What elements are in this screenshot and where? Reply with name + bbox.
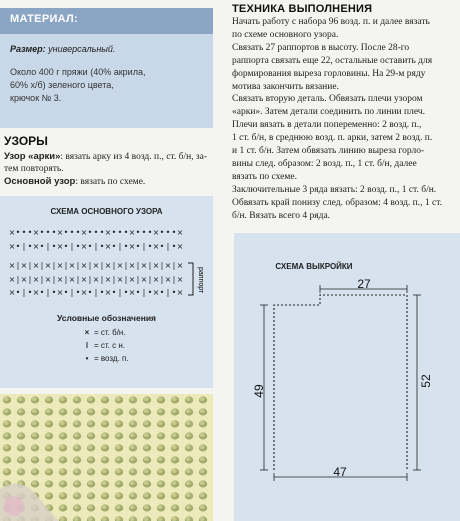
stitch-mark: • <box>15 228 21 237</box>
stitch-mark: | <box>160 275 164 284</box>
stitch-mark: × <box>104 261 112 270</box>
stitch-mark: × <box>56 261 64 270</box>
stitch-mark: • <box>165 228 171 237</box>
stitch-mark: | <box>16 275 20 284</box>
stitch-mark: × <box>128 242 136 251</box>
stitch-mark: | <box>118 288 122 297</box>
stitch-mark: × <box>128 261 136 270</box>
stitch-mark: × <box>92 275 100 284</box>
stitch-mark: | <box>28 261 32 270</box>
stitch-mark: | <box>148 275 152 284</box>
stitch-mark: • <box>171 242 177 251</box>
stitch-mark: × <box>152 242 160 251</box>
material-line: крючок № 3. <box>10 93 62 103</box>
pattern-arch-label: Узор «арки» <box>4 151 61 162</box>
rapport-label: раппорт <box>197 267 204 294</box>
stitch-mark: × <box>116 261 124 270</box>
stitch-mark: | <box>118 242 122 251</box>
stitch-mark: • <box>27 228 33 237</box>
technique-line: Плечи вязать в детали попеременно: 2 возд. п., <box>232 120 422 131</box>
bar-symbol-icon: ǀ <box>85 341 89 350</box>
technique-line: «арки». Затем детали соединить по линии плеч. <box>232 107 425 118</box>
stitch-mark: × <box>32 242 40 251</box>
stitch-mark: | <box>172 275 176 284</box>
stitch-mark: • <box>99 288 105 297</box>
materials-title: МАТЕРИАЛ: <box>10 13 79 25</box>
stitch-mark: × <box>56 288 64 297</box>
technique-line: раппорта связать еще 22, остальные оставить для <box>232 55 433 66</box>
stitch-mark: | <box>46 288 50 297</box>
technique-line: 1 ст. б/н, в среднюю возд. п. арки, затем 2 возд. п. <box>232 133 433 144</box>
stitch-mark: × <box>8 261 16 270</box>
stitch-mark: × <box>56 242 64 251</box>
technique-line: и 1 ст. б/н. Затем обвязать линию выреза горло- <box>232 146 425 156</box>
stitch-mark: • <box>147 228 153 237</box>
stitch-mark: × <box>32 288 40 297</box>
stitch-mark: | <box>124 261 128 270</box>
stitch-mark: | <box>94 288 98 297</box>
stitch-mark: × <box>104 228 112 237</box>
size-line <box>10 44 115 54</box>
stitch-mark: × <box>32 275 40 284</box>
pattern-main-desc: : вязать по схеме. <box>75 177 146 187</box>
top-width-label: 27 <box>357 277 371 291</box>
stitch-mark: × <box>20 261 28 270</box>
stitch-mark: | <box>52 275 56 284</box>
stitch-mark: × <box>176 228 184 237</box>
stitch-mark: | <box>166 288 170 297</box>
stitch-mark: × <box>152 228 160 237</box>
stitch-mark: • <box>147 288 153 297</box>
stitch-mark: • <box>99 228 105 237</box>
stitch-mark: | <box>88 275 92 284</box>
stitch-mark: | <box>112 261 116 270</box>
stitch-mark: × <box>68 275 76 284</box>
technique-line: Заключительные 3 ряда вязать: 2 возд. п., 1 ст. б/н. <box>232 184 437 195</box>
stitch-mark: × <box>176 288 184 297</box>
stitch-mark: | <box>16 261 20 270</box>
technique-line: Обвязать край понизу след. образом: 4 возд. п., 1 ст. <box>232 197 443 208</box>
stitch-mark: × <box>8 242 16 251</box>
stitch-mark: | <box>172 261 176 270</box>
size-value: универсальный. <box>48 44 116 54</box>
stitch-mark: • <box>45 228 51 237</box>
chart-title: СХЕМА ОСНОВНОГО УЗОРА <box>50 207 163 216</box>
stitch-mark: • <box>159 228 165 237</box>
technique-line: Связать вторую деталь. Обвязать плечи узором <box>232 94 423 105</box>
stitch-mark: • <box>69 228 75 237</box>
stitch-mark: | <box>22 242 26 251</box>
pattern-main-text <box>4 176 218 187</box>
stitch-mark: × <box>20 275 28 284</box>
stitch-mark: • <box>111 242 117 251</box>
technique-line: формирования выреза горловины. На 29-м ряду <box>232 68 426 79</box>
stitch-mark: × <box>32 261 40 270</box>
stitch-mark: • <box>63 228 69 237</box>
stitch-mark: • <box>39 288 45 297</box>
stitch-mark: • <box>135 288 141 297</box>
stitch-mark: • <box>159 242 165 251</box>
stitch-mark: • <box>117 228 123 237</box>
stitch-mark: | <box>64 275 68 284</box>
technique-line: вязать по схеме. <box>232 171 297 182</box>
stitch-mark: × <box>128 275 136 284</box>
stitch-mark: × <box>176 242 184 251</box>
stitch-mark: × <box>116 275 124 284</box>
stitch-mark: × <box>8 275 16 284</box>
stitch-mark: | <box>46 242 50 251</box>
stitch-mark: | <box>124 275 128 284</box>
stitch-mark: • <box>27 288 33 297</box>
stitch-mark: × <box>104 242 112 251</box>
stitch-mark: • <box>99 242 105 251</box>
legend-item: ǀ = ст. с н. <box>80 341 125 350</box>
stitch-mark: • <box>51 242 57 251</box>
stitch-mark: × <box>140 275 148 284</box>
stitch-mark: • <box>135 228 141 237</box>
stitch-mark: • <box>111 228 117 237</box>
stitch-mark: × <box>128 228 136 237</box>
right-height-label: 52 <box>419 374 433 388</box>
stitch-mark: × <box>176 275 184 284</box>
stitch-mark: • <box>63 242 69 251</box>
stitch-mark: × <box>80 275 88 284</box>
stitch-chart <box>0 222 213 302</box>
pattern-arch-text <box>4 151 218 175</box>
stitch-mark: | <box>142 242 146 251</box>
bottom-width-label: 47 <box>333 465 347 479</box>
stitch-mark: | <box>52 261 56 270</box>
stitch-mark: × <box>56 228 64 237</box>
size-label: Размер: <box>10 44 46 54</box>
cross-symbol-icon: × <box>84 328 90 337</box>
left-height-label: 49 <box>252 384 266 398</box>
technique-line: по схеме основного узора. <box>232 29 339 40</box>
stitch-mark: • <box>51 288 57 297</box>
stitch-mark: | <box>136 261 140 270</box>
technique-title: ТЕХНИКА ВЫПОЛНЕНИЯ <box>232 3 373 15</box>
stitch-mark: | <box>40 261 44 270</box>
legend-item: • = возд. п. <box>80 354 129 363</box>
stitch-mark: | <box>148 261 152 270</box>
legend-title: Условные обозначения <box>56 313 157 323</box>
stitch-mark: | <box>70 288 74 297</box>
stitch-mark: • <box>87 288 93 297</box>
stitch-mark: | <box>166 242 170 251</box>
stitch-mark: × <box>80 261 88 270</box>
stitch-mark: • <box>171 288 177 297</box>
diagram-title: СХЕМА ВЫКРОЙКИ <box>275 262 353 271</box>
stitch-mark: | <box>142 288 146 297</box>
stitch-mark: × <box>8 288 16 297</box>
stitch-mark: × <box>44 275 52 284</box>
stitch-mark: × <box>152 275 160 284</box>
garment-outline <box>274 295 407 470</box>
stitch-mark: | <box>76 275 80 284</box>
stitch-mark: • <box>15 242 21 251</box>
stitch-mark: × <box>176 261 184 270</box>
stitch-mark: • <box>39 228 45 237</box>
dot-symbol-icon: • <box>85 354 89 363</box>
stitch-mark: | <box>160 261 164 270</box>
pattern-arch-desc: : вязать арку из 4 возд. п., ст. б/н, за-тем повторять. <box>4 152 208 174</box>
stitch-mark: • <box>21 228 27 237</box>
stitch-mark: • <box>63 288 69 297</box>
stitch-mark: × <box>92 261 100 270</box>
stitch-mark: • <box>93 228 99 237</box>
stitch-mark: • <box>75 288 81 297</box>
rapport-bracket <box>188 263 193 295</box>
stitch-mark: | <box>64 261 68 270</box>
stitch-mark: • <box>87 228 93 237</box>
stitch-mark: • <box>147 242 153 251</box>
stitch-mark: • <box>75 242 81 251</box>
pattern-main-label: Основной узор <box>4 176 76 187</box>
stitch-mark: × <box>128 288 136 297</box>
technique-line: б/н. Вязать всего 4 ряда. <box>232 210 331 221</box>
stitch-mark: × <box>104 288 112 297</box>
stitch-mark: | <box>88 261 92 270</box>
stitch-mark: • <box>141 228 147 237</box>
stitch-mark: • <box>135 242 141 251</box>
patterns-title: УЗОРЫ <box>4 134 48 148</box>
stitch-mark: • <box>75 228 81 237</box>
technique-line: Связать 27 раппортов в высоту. После 28-го <box>232 42 410 53</box>
stitch-mark: • <box>123 228 129 237</box>
stitch-mark: | <box>70 242 74 251</box>
technique-line: Начать работу с набора 96 возд. п. и далее вязать <box>232 17 430 27</box>
stitch-mark: | <box>112 275 116 284</box>
stitch-mark: × <box>104 275 112 284</box>
stitch-mark: • <box>123 288 129 297</box>
stitch-mark: | <box>22 288 26 297</box>
legend-item: × = ст. б/н. <box>80 328 126 337</box>
stitch-mark: • <box>27 242 33 251</box>
stitch-mark: • <box>171 228 177 237</box>
stitch-mark: | <box>76 261 80 270</box>
stitch-mark: × <box>68 261 76 270</box>
stitch-mark: | <box>136 275 140 284</box>
stitch-mark: × <box>80 242 88 251</box>
stitch-mark: • <box>111 288 117 297</box>
stitch-mark: | <box>94 242 98 251</box>
stitch-mark: × <box>164 261 172 270</box>
stitch-mark: × <box>8 228 16 237</box>
stitch-mark: | <box>28 275 32 284</box>
stitch-mark: • <box>123 242 129 251</box>
stitch-mark: | <box>100 275 104 284</box>
knit-photo <box>0 394 213 521</box>
stitch-mark: • <box>51 228 57 237</box>
stitch-mark: × <box>140 261 148 270</box>
stitch-mark: × <box>32 228 40 237</box>
stitch-mark: • <box>159 288 165 297</box>
technique-line: мотива закончить вязание. <box>232 81 339 92</box>
stitch-mark: | <box>40 275 44 284</box>
crochet-mesh-image <box>0 394 213 521</box>
stitch-mark: × <box>152 288 160 297</box>
pattern-diagram <box>234 233 460 521</box>
stitch-mark: × <box>80 288 88 297</box>
stitch-mark: × <box>80 228 88 237</box>
stitch-mark: × <box>152 261 160 270</box>
stitch-rows <box>9 228 184 297</box>
stitch-mark: × <box>164 275 172 284</box>
stitch-mark: × <box>56 275 64 284</box>
material-line: Около 400 г пряжи (40% акрила, <box>10 67 146 77</box>
material-line: 60% х/б) зеленого цвета, <box>10 80 114 90</box>
stitch-mark: × <box>44 261 52 270</box>
stitch-mark: | <box>100 261 104 270</box>
stitch-mark: • <box>15 288 21 297</box>
stitch-mark: • <box>39 242 45 251</box>
stitch-mark: • <box>87 242 93 251</box>
technique-line: вины след. образом: 2 возд. п., 1 ст. б/н, далее <box>232 158 417 169</box>
